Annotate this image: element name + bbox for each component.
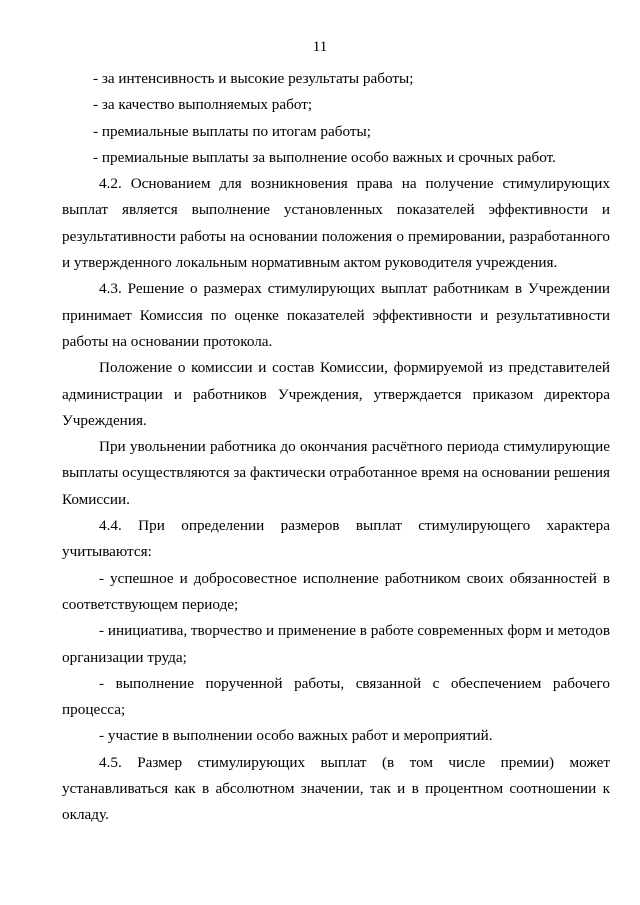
incentive-type-item: - премиальные выплаты по итогам работы; [93, 122, 371, 140]
criteria-item: - участие в выполнении особо важных работ и мероприятий. [99, 727, 493, 745]
incentive-type-item: - за качество выполняемых работ; [93, 96, 313, 114]
page-number: 11 [312, 39, 328, 55]
incentive-type-item: - премиальные выплаты за выполнение особо важных и срочных работ. [93, 148, 556, 166]
dismissal-paragraph: При увольнении работника до окончания расчётного периода стимулирующие выплаты осуществляются за фактически отработанное время на основании решения Комиссии. [62, 438, 610, 508]
criteria-item: - успешное и добросовестное исполнение работником своих обязанностей в соответствующем периоде; [62, 569, 610, 613]
document-body [62, 66, 610, 829]
commission-paragraph: Положение о комиссии и состав Комиссии, формируемой из представителей администрации и работников Учреждения, утверждается приказом директора Учреждения. [62, 359, 610, 429]
criteria-item: - инициатива, творчество и применение в работе современных форм и методов организации труда; [62, 622, 611, 666]
clause-4-4: 4.4. При определении размеров выплат стимулирующего характера учитываются: [62, 517, 610, 561]
criteria-item: - выполнение порученной работы, связанной с обеспечением рабочего процесса; [62, 674, 610, 719]
clause-4-2: 4.2. Основанием для возникновения права на получение стимулирующих выплат является выполнение установленных показателей эффективности и результативности работы на основании положения о премировании, разработанного и утвержденного локальным нормативным актом руководителя учреждения. [62, 175, 610, 272]
clause-4-5: 4.5. Размер стимулирующих выплат (в том числе премии) может устанавливаться как в абсолютном значении, так и в процентном соотношении к окладу. [62, 753, 610, 824]
incentive-type-item: - за интенсивность и высокие результаты работы; [93, 70, 414, 87]
clause-4-3: 4.3. Решение о размерах стимулирующих выплат работникам в Учреждении принимает Комиссия по оценке показателей эффективности и результативности работы на основании протокола. [62, 280, 610, 350]
